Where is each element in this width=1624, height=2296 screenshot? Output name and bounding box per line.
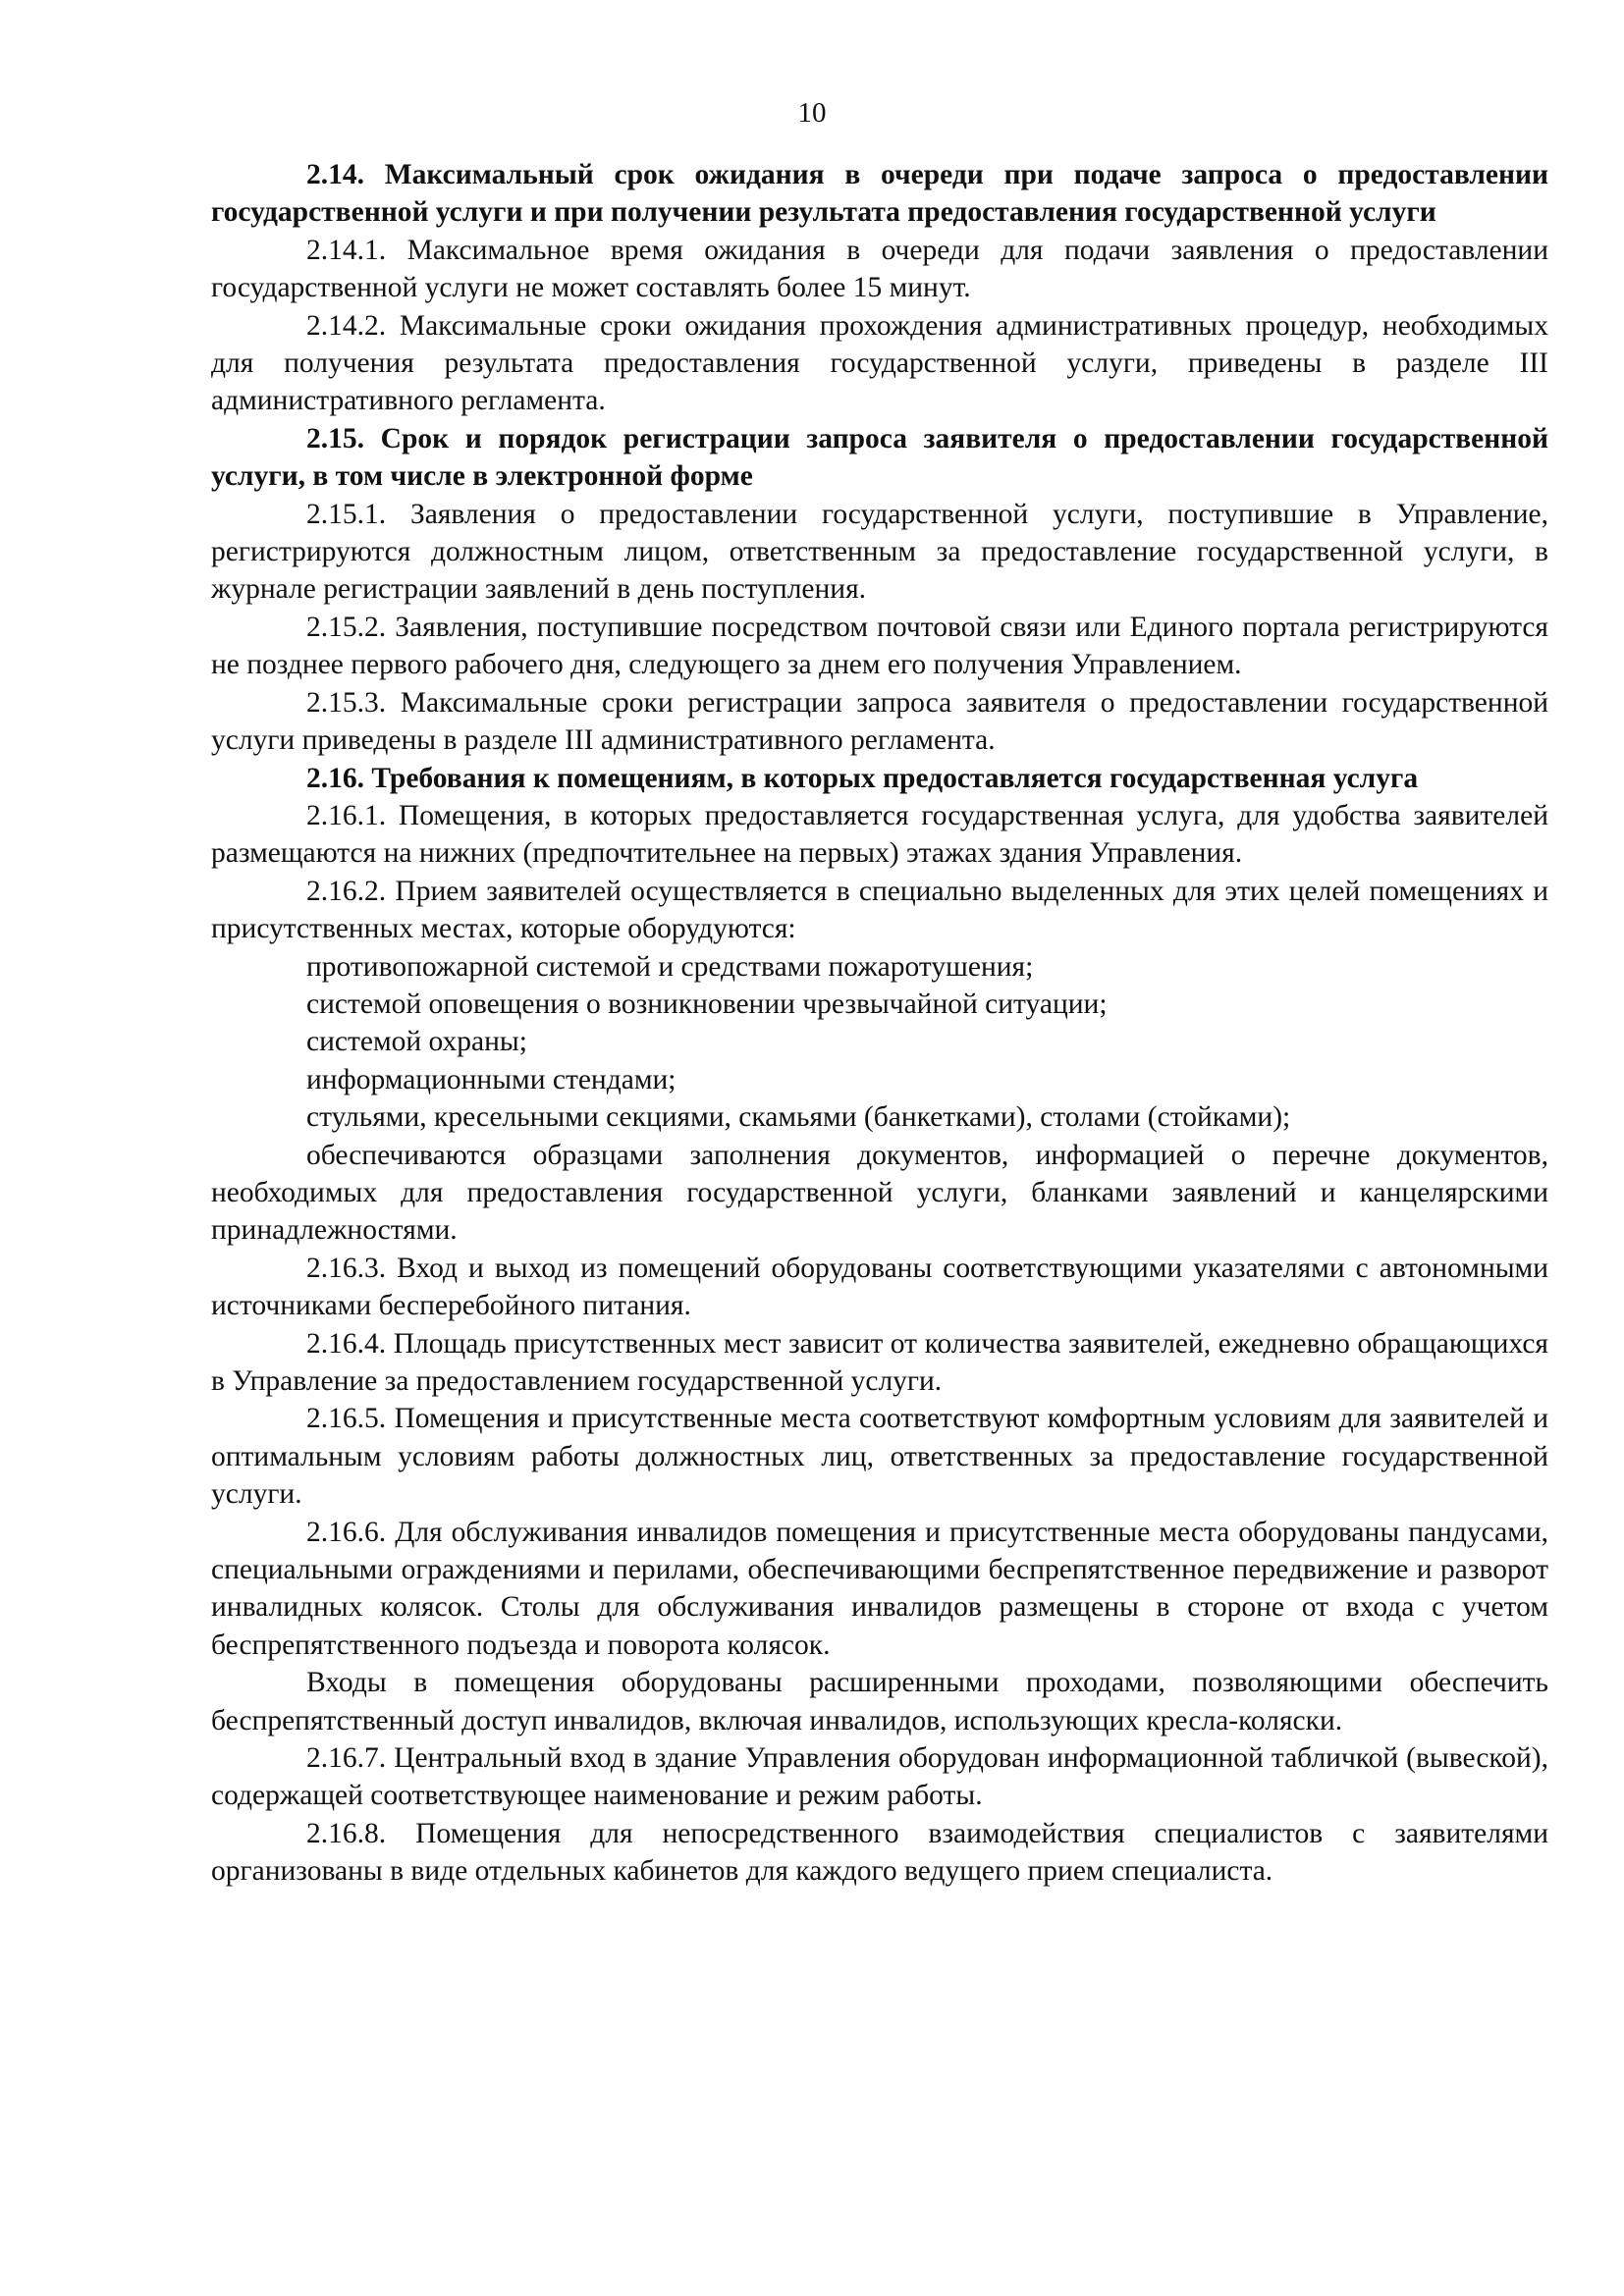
list-item [211, 1061, 1548, 1098]
paragraph [211, 609, 1548, 684]
paragraph [211, 684, 1548, 760]
paragraph [211, 1137, 1548, 1250]
paragraph [211, 1664, 1548, 1739]
clause-number: 2.14.1. [306, 234, 387, 266]
clause-number: 2.16.8. [306, 1817, 387, 1849]
paragraph-text: стульями, кресельными секциями, скамьями (банкетками), столами (стойками); [306, 1101, 1291, 1134]
list-item [211, 1098, 1548, 1136]
clause-number: 2.16. [306, 762, 364, 794]
clause-number: 2.15.2. [306, 611, 387, 643]
paragraph-text: Срок и порядок регистрации запроса заявителя о предоставлении государственной услуги, в том числе в электронной форме [211, 422, 1548, 493]
list-item [211, 948, 1548, 986]
clause-number: 2.16.5. [306, 1403, 387, 1435]
paragraph-text: Помещения для непосредственного взаимодействия специалистов с заявителями организованы в виде отдельных кабинетов для каждого ведущего прием специалиста. [211, 1817, 1548, 1888]
paragraph-text: Максимальные сроки ожидания прохождения административных процедур, необходимых для получения результата предоставления государственной услуги, приведены в разделе III административного регламента. [211, 309, 1548, 417]
paragraph-text: Требования к помещениям, в которых предоставляется государственная услуга [371, 762, 1419, 794]
paragraph-text: Помещения, в которых предоставляется государственная услуга, для удобства заявителей размещаются на нижних (предпочтительнее на первых) этажах здания Управления. [211, 799, 1548, 870]
paragraph-text: Максимальный срок ожидания в очереди при подаче запроса о предоставлении государственной услуги и при получении результата предоставления государственной услуги [211, 159, 1549, 229]
clause-number: 2.16.1. [306, 799, 387, 831]
paragraph [211, 1739, 1548, 1815]
paragraph [211, 496, 1548, 609]
paragraph [211, 873, 1548, 948]
list-item [211, 1023, 1548, 1060]
paragraph-text: Прием заявителей осуществляется в специально выделенных для этих целей помещениях и присутственных местах, которые оборудуются: [211, 875, 1548, 945]
paragraph [211, 1815, 1548, 1891]
list-item [211, 986, 1548, 1023]
section-heading [211, 420, 1548, 496]
paragraph [211, 1514, 1548, 1665]
clause-number: 2.16.2. [306, 875, 387, 907]
clause-number: 2.15.1. [306, 498, 387, 530]
clause-number: 2.15.3. [306, 686, 387, 719]
paragraph-text: Заявления о предоставлении государственной услуги, поступившие в Управление, регистрируются должностным лицом, ответственным за предоставление государственной услуги, в журнале регистрации заявлений в день поступления. [211, 498, 1548, 606]
section-heading [211, 156, 1548, 232]
paragraph-text: системой охраны; [306, 1026, 527, 1058]
paragraph-text: Площадь присутственных мест зависит от количества заявителей, ежедневно обращающихся в Управление за предоставлением государственной услуги. [211, 1327, 1548, 1397]
paragraph [211, 232, 1548, 307]
paragraph-text: Заявления, поступившие посредством почтовой связи или Единого портала регистрируются не позднее первого рабочего дня, следующего за днем его получения Управлением. [211, 611, 1549, 681]
clause-number: 2.16.3. [306, 1252, 387, 1284]
clause-number: 2.16.4. [306, 1327, 387, 1360]
paragraph-text: системой оповещения о возникновении чрезвычайной ситуации; [306, 988, 1108, 1020]
paragraph-text: информационными стендами; [306, 1063, 677, 1095]
paragraph-text: Центральный вход в здание Управления оборудован информационной табличкой (вывеской), содержащей соответствующее наименование и режим работы. [211, 1742, 1549, 1812]
clause-number: 2.14. [306, 159, 364, 190]
section-heading [211, 760, 1548, 797]
clause-number: 2.16.7. [306, 1742, 387, 1775]
paragraph-text: Максимальные сроки регистрации запроса заявителя о предоставлении государственной услуги приведены в разделе III административного регламента. [211, 686, 1549, 757]
paragraph [211, 1250, 1548, 1325]
paragraph-text: Для обслуживания инвалидов помещения и присутственные места оборудованы пандусами, специальными ограждениями и перилами, обеспечивающими беспрепятственное передвижение и разворот инвалидных колясок. Столы для обслуживания инвалидов размещены в стороне от входа с учетом беспрепятственного подъезда и поворота колясок. [211, 1516, 1549, 1661]
paragraph [211, 1400, 1548, 1513]
clause-number: 2.15. [306, 422, 364, 454]
paragraph [211, 1325, 1548, 1401]
paragraph-text: Максимальное время ожидания в очереди для подачи заявления о предоставлении государственной услуги не может составлять более 15 минут. [211, 234, 1549, 304]
page-number: 10 [797, 97, 827, 129]
document-body [211, 156, 1548, 1891]
paragraph-text: Входы в помещения оборудованы расширенными проходами, позволяющими обеспечить беспрепятственный доступ инвалидов, включая инвалидов, использующих кресла-коляски. [211, 1667, 1548, 1736]
clause-number: 2.14.2. [306, 309, 387, 342]
paragraph-text: Помещения и присутственные места соответствуют комфортным условиям для заявителей и оптимальным условиям работы должностных лиц, ответственных за предоставление государственной услуги. [211, 1403, 1549, 1511]
paragraph-text: обеспечиваются образцами заполнения документов, информацией о перечне документов, необходимых для предоставления государственной услуги, бланками заявлений и канцелярскими принадлежностями. [211, 1139, 1548, 1247]
paragraph-text: Вход и выход из помещений оборудованы соответствующими указателями с автономными источниками бесперебойного питания. [211, 1252, 1549, 1322]
paragraph-text: противопожарной системой и средствами пожаротушения; [306, 950, 1034, 983]
paragraph [211, 797, 1548, 873]
clause-number: 2.16.6. [306, 1516, 387, 1548]
paragraph [211, 307, 1548, 420]
